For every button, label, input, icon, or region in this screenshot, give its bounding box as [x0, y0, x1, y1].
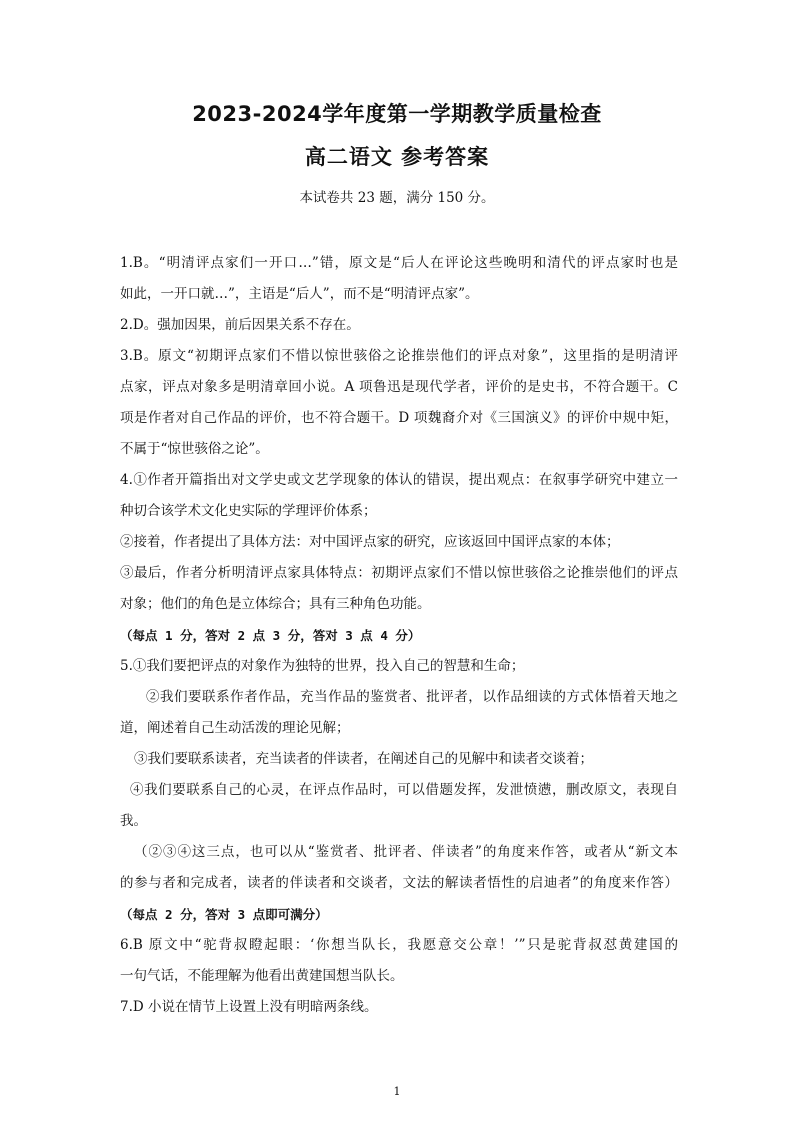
answer-5-point-3: ③我们要联系读者，充当读者的伴读者，在阐述自己的见解中和读者交谈着； [134, 751, 593, 767]
answer-5-scoring-note: （每点 2 分，答对 3 点即可满分） [120, 907, 328, 922]
answer-5-point-2-line-2: 道，阐述着自己生动活泼的理论见解； [120, 720, 350, 736]
answer-6-line-2: 一句气话，不能理解为他看出黄建国想当队长。 [120, 968, 404, 984]
answer-3-line-1: 3.B。原文“初期评点家们不惜以惊世骇俗之论推崇他们的评点对象”，这里指的是明清评 [120, 348, 678, 364]
answer-7: 7.D 小说在情节上设置上没有明暗两条线。 [120, 999, 378, 1015]
answer-5-point-4-line-1: ④我们要联系自己的心灵，在评点作品时，可以借题发挥，发泄愤懑，删改原文，表现自 [130, 782, 678, 798]
answer-4-line-1: 4.①作者开篇指出对文学史或文艺学现象的体认的错误，提出观点：在叙事学研究中建立一 [120, 472, 678, 488]
answer-3-line-4: 不属于“惊世骇俗之论”。 [120, 441, 269, 457]
answer-body [120, 248, 678, 1023]
answer-2: 2.D。强加因果，前后因果关系不存在。 [120, 317, 360, 333]
answer-3-line-3: 项是作者对自己作品的评价，也不符合题干。D 项魏裔介对《三国演义》的评价中规中矩， [120, 410, 678, 426]
answer-4-point-3-line-1: ③最后，作者分析明清评点家具体特点：初期评点家们不惜以惊世骇俗之论推崇他们的评点 [120, 565, 678, 581]
answer-6-line-1: 6.B 原文中“驼背叔瞪起眼：‘你想当队长，我愿意交公章！’”只是驼背叔怼黄建国的 [120, 937, 678, 953]
exam-title: 2023-2024学年度第一学期教学质量检查 [192, 102, 602, 126]
subject-title: 高二语文 参考答案 [304, 145, 490, 169]
answer-5-point-1: 5.①我们要把评点的对象作为独特的世界，投入自己的智慧和生命； [120, 658, 525, 674]
answer-1-line-1: 1.B。“明清评点家们一开口…”错，原文是“后人在评论这些晚明和清代的评点家时也是 [120, 255, 678, 271]
answer-5-point-2-line-1: ②我们要联系作者作品，充当作品的鉴赏者、批评者，以作品细读的方式体悟着天地之 [146, 689, 678, 705]
answer-5-alt-note-line-2: 的参与者和完成者，读者的伴读者和交谈者，文法的解读者悟性的启迪者”的角度来作答） [120, 875, 678, 891]
exam-info: 本试卷共 23 题，满分 150 分。 [299, 190, 495, 206]
answer-4-point-2: ②接着，作者提出了具体方法：对中国评点家的研究，应该返回中国评点家的本体； [120, 534, 620, 550]
answer-5-point-4-line-2: 我。 [120, 813, 147, 829]
answer-4-point-3-line-2: 对象；他们的角色是立体综合；具有三种角色功能。 [120, 596, 431, 612]
page-number: 1 [393, 1085, 401, 1098]
answer-1-line-2: 如此，一开口就…”，主语是“后人”，而不是“明清评点家”。 [120, 286, 479, 302]
answer-4-line-2: 种切合该学术文化史实际的学理评价体系； [120, 503, 377, 519]
answer-5-alt-note-line-1: （②③④这三点，也可以从“鉴赏者、批评者、伴读者”的角度来作答，或者从“新文本 [134, 844, 678, 860]
answer-4-scoring-note: （每点 1 分，答对 2 点 3 分，答对 3 点 4 分） [120, 628, 421, 643]
answer-3-line-2: 点家，评点对象多是明清章回小说。A 项鲁迅是现代学者，评价的是史书，不符合题干。C [120, 379, 678, 395]
